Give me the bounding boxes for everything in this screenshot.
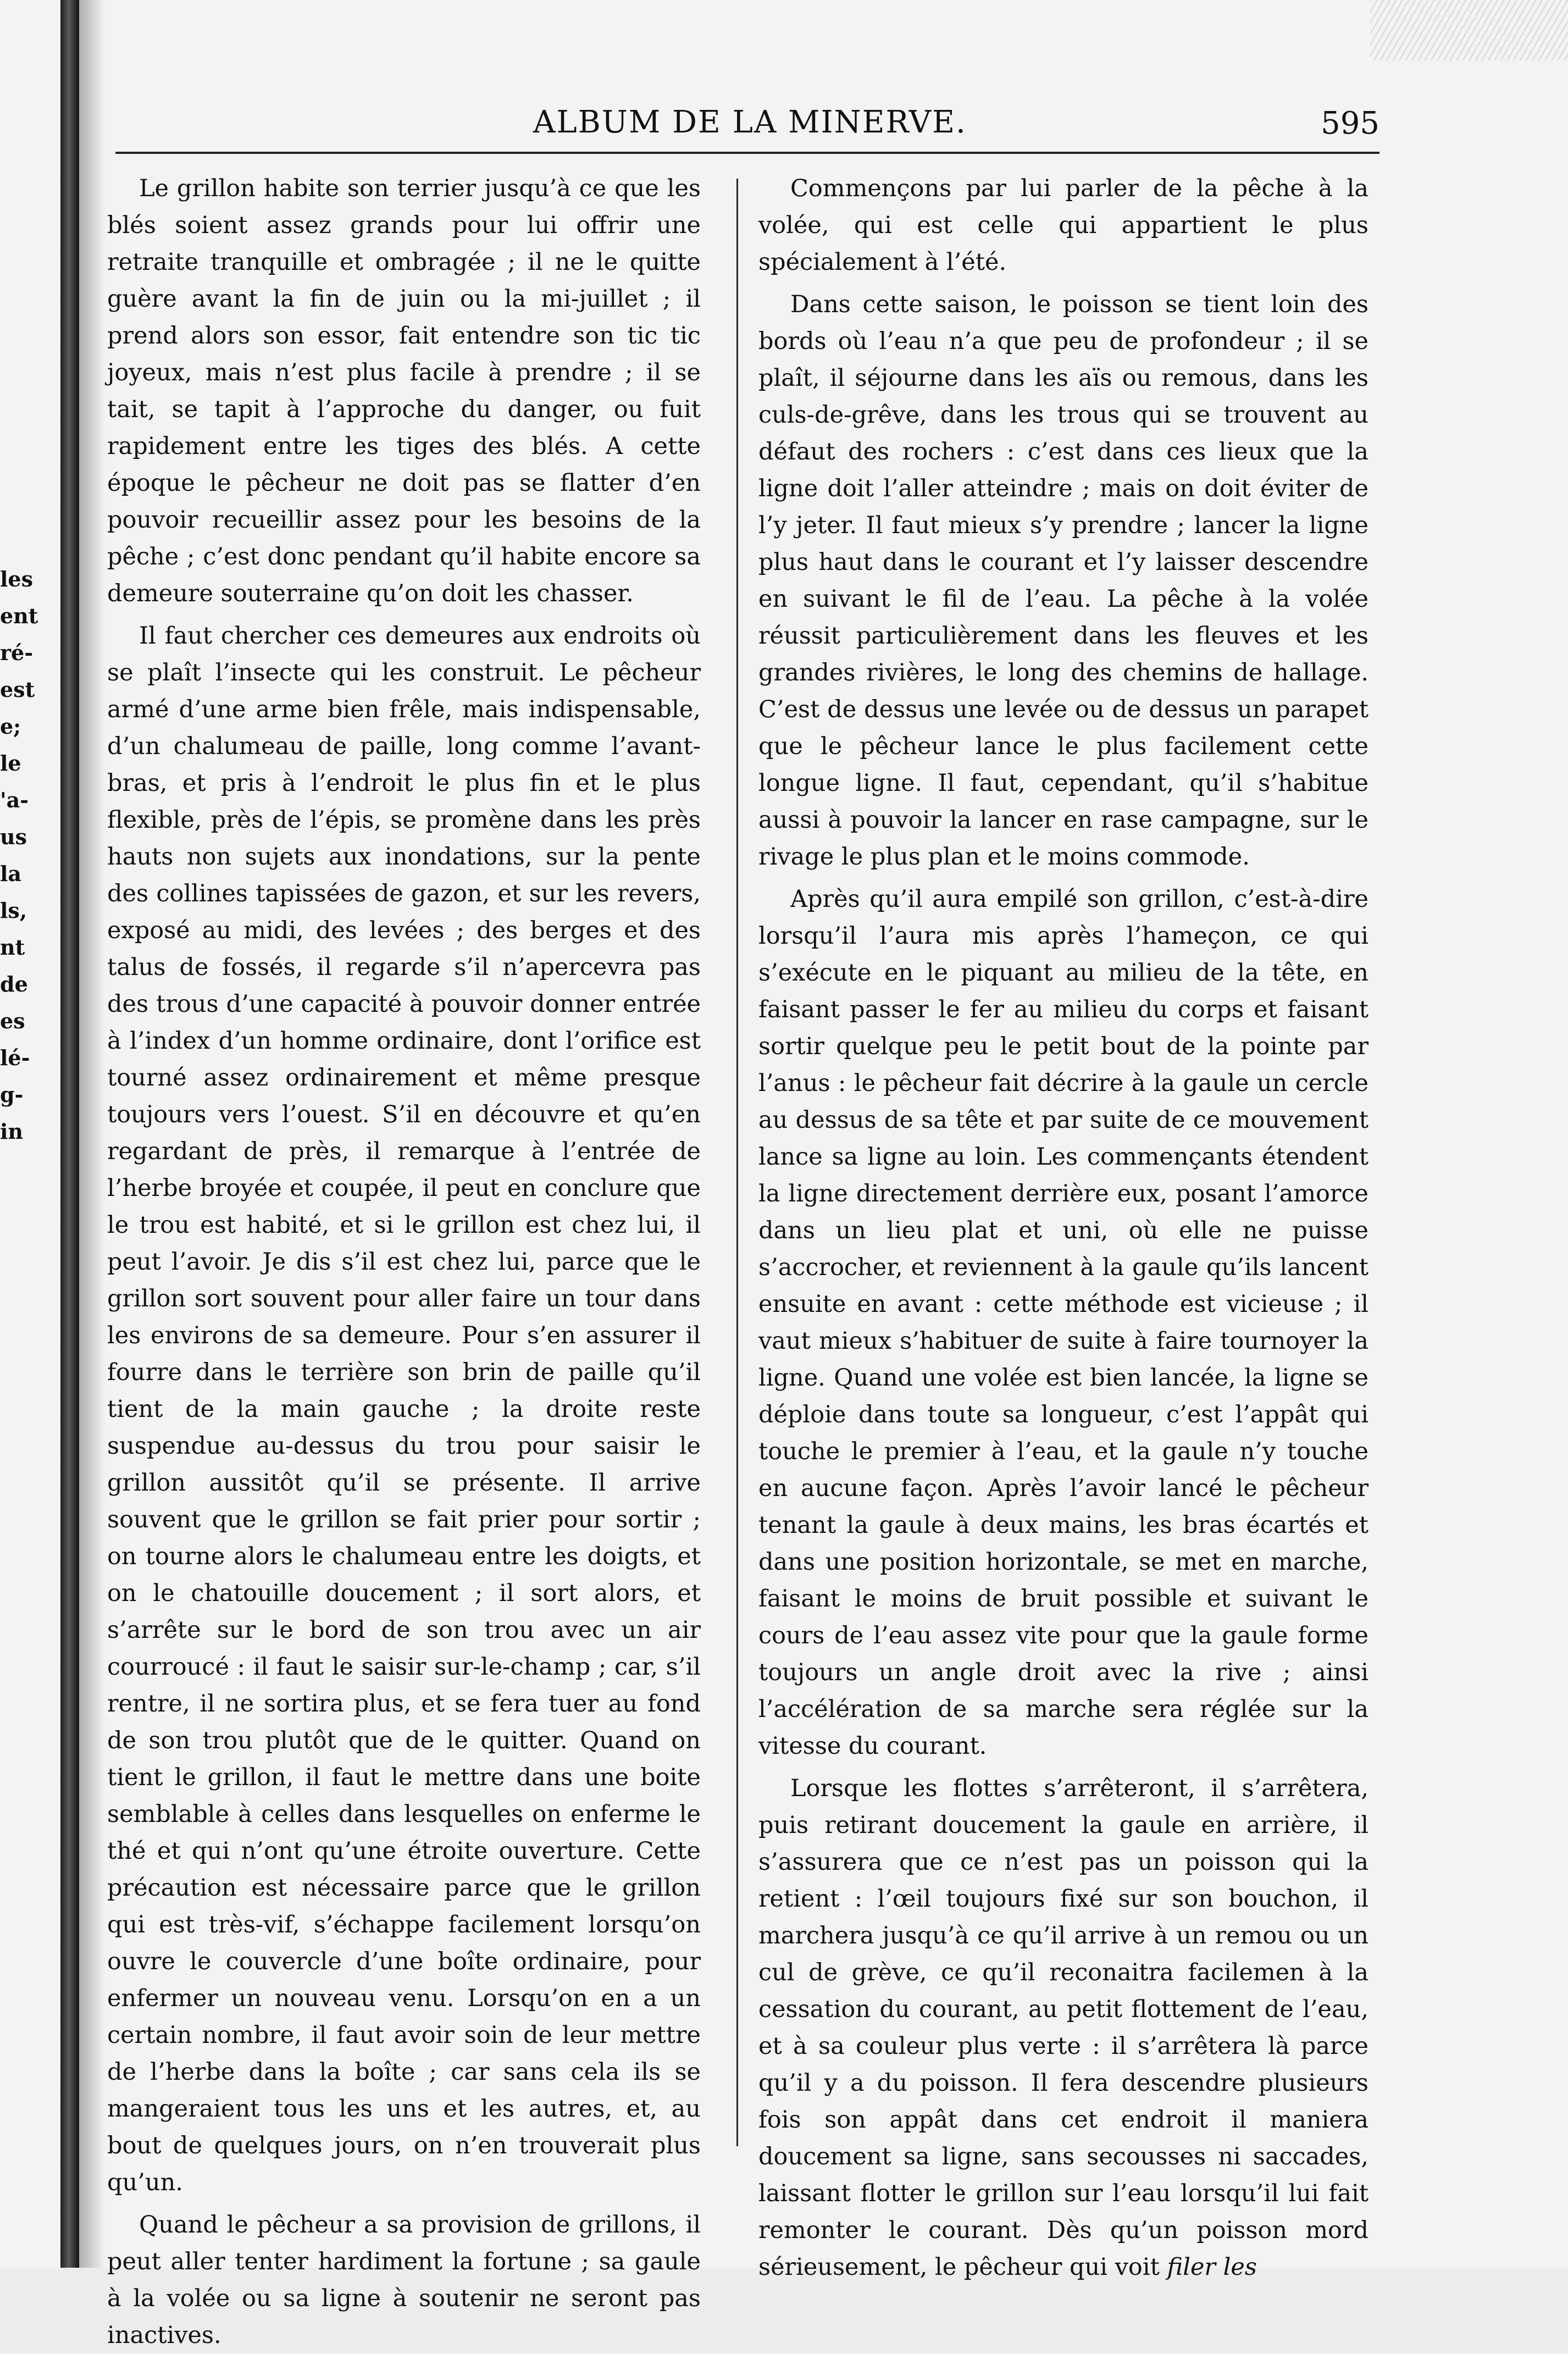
margin-fragment: g- (0, 1082, 24, 1107)
page-number: 595 (1321, 106, 1379, 141)
spine-shadow (79, 0, 106, 2268)
paragraph: Après qu’il aura empilé son grillon, c’est-à-dire lorsqu’il l’aura mis après l’hameçon, ce qui s’exécute en le piquant au milieu de la tête, en faisant passer le fer au milieu du corps et faisant sortir quelque peu le petit bout de la pointe par l’anus : le pêcheur fait décrire à la gaule un cercle au dessus de sa tête et par suite de ce mouvement lance sa ligne au loin. Les commençants étendent la ligne directement derrière eux, posant l’amorce dans un lieu plat et uni, où elle ne puisse s’accrocher, et reviennent à la gaule qu’ils lancent ensuite en avant : cette méthode est vicieuse ; il vaut mieux s’habituer de suite à faire tournoyer la ligne. Quand une volée est bien lancée, la ligne se déploie dans toute sa longueur, c’est l’appât qui touche le premier à l’eau, et la gaule n’y touche en aucune façon. Après l’avoir lancé le pêcheur tenant la gaule à deux mains, les bras écartés et dans une position horizontale, se met en marche, faisant le moins de bruit possible et suivant le cours de l’eau assez vite pour que la gaule forme toujours un angle droit avec la rive ; ainsi l’accélération de sa marche sera réglée sur la vitesse du courant. (758, 885, 1368, 1760)
paragraph: Dans cette saison, le poisson se tient loin des bords où l’eau n’a que peu de profondeur ; il se plaît, il séjourne dans les aïs ou remous, dans les culs-de-grêve, dans les trous qui se trouvent au défaut des rochers : c’est dans ces lieux que la ligne doit l’aller atteindre ; mais on doit éviter de l’y jeter. Il faut mieux s’y prendre ; lancer la ligne plus haut dans le courant et l’y laisser descendre en suivant le fil de l’eau. La pêche à la volée réussit particulièrement dans les fleuves et les grandes rivières, le long des chemins de hallage. C’est de dessus une levée ou de dessus un parapet que le pêcheur lance le plus facilement cette longue ligne. Il faut, cependant, qu’il s’habitue aussi à pouvoir la lancer en rase campagne, sur le rivage le plus plan et le moins commode. (758, 291, 1368, 871)
margin-fragment: in (0, 1119, 24, 1144)
margin-fragment: ré- (0, 640, 33, 665)
margin-fragment: nt (0, 935, 25, 960)
paragraph: Le grillon habite son terrier jusqu’à ce que les blés soient assez grands pour lui offrir une retraite tranquille et ombragée ; il ne le quitte guère avant la fin de juin ou la mi-juillet ; il prend alors son essor, fait entendre son tic tic joyeux, mais n’est plus facile à prendre ; il se tait, se tapit à l’approche du danger, ou fuit rapidement entre les tiges des blés. A cette époque le pêcheur ne doit pas se flatter d’en pouvoir recueillir assez pour les besoins de la pêche ; c’est donc pendant qu’il habite encore sa demeure souterraine qu’on doit les chasser. (107, 175, 701, 607)
paragraph: Commençons par lui parler de la pêche à la volée, qui est celle qui appartient le plus spécialement à l’été. (758, 175, 1368, 276)
margin-fragment: es (0, 1009, 25, 1033)
column-divider (736, 179, 738, 2146)
margin-fragment: de (0, 972, 28, 996)
margin-fragment: e; (0, 714, 21, 739)
paragraph-text: Lorsque les flottes s’arrêteront, il s’arrêtera, puis retirant doucement la gaule en arrière, il s’assurera que ce n’est pas un poisson qui la retient : l’œil toujours fixé sur son bouchon, il marchera jusqu’à ce qu’il arrive à un remou ou un cul de grève, ce qu’il reconaitra facilemen à la cessation du courant, au petit flottement de l’eau, et à sa couleur plus verte : il s’arrêtera là parce qu’il y a du poisson. Il fera descendre plusieurs fois son appât dans cet endroit il maniera doucement sa ligne, sans secousses ni saccades, laissant flotter le grillon sur l’eau lorsqu’il lui fait remonter le courant. Dès qu’un poisson mord sérieusement, le pêcheur qui voit (758, 1775, 1368, 2281)
margin-fragment: 'a- (0, 788, 29, 812)
running-title: ALBUM DE LA MINERVE. (533, 104, 967, 140)
book-spine (60, 0, 79, 2268)
margin-fragment: us (0, 824, 27, 849)
paragraph: Il faut chercher ces demeures aux endroits où se plaît l’insecte qui les construit. Le pêcheur armé d’une arme bien frêle, mais indispensable, d’un chalumeau de paille, long comme l’avant-bras, et pris à l’endroit le plus fin et le plus flexible, près de l’épis, se promène dans les près hauts non sujets aux inondations, sur la pente des collines tapissées de gazon, et sur les revers, exposé au midi, des levées ; des berges et des talus de fossés, il regarde s’il n’apercevra pas des trous d’une capacité à pouvoir donner entrée à l’index d’un homme ordinaire, dont l’orifice est tourné assez ordinairement et même presque toujours vers l’ouest. S’il en découvre et qu’en regardant de près, il remarque à l’entrée de l’herbe broyée et coupée, il peut en conclure que le trou est habité, et si le grillon est chez lui, il peut l’avoir. Je dis s’il est chez lui, parce que le grillon sort souvent pour aller faire un tour dans les environs de sa demeure. Pour s’en assurer il fourre dans le terrière son brin de paille qu’il tient de la main gauche ; la droite reste suspendue au-dessus du trou pour saisir le grillon aussitôt qu’il se présente. Il arrive souvent que le grillon se fait prier pour sortir ; on tourne alors le chalumeau entre les doigts, et on le chatouille doucement ; il sort alors, et s’arrête sur le bord de son trou avec un air courroucé : il faut le saisir sur-le-champ ; car, s’il rentre, il ne sortira plus, et se fera tuer au fond de son trou plutôt que de le quitter. Quand on tient le grillon, il faut le mettre dans une boite semblable à celles dans lesquelles on enferme le thé et qui n’ont qu’une étroite ouverture. Cette précaution est nécessaire parce que le grillon qui est très-vif, s’échappe facilement lorsqu’on ouvre le couvercle d’une boîte ordinaire, pour enfermer un nouveau venu. Lorsqu’on en a un certain nombre, il faut avoir soin de leur mettre de l’herbe dans la boîte ; car sans cela ils se mangeraient tous les uns et les autres, et, au bout de quelques jours, on n’en trouverait plus qu’un. (107, 622, 701, 2196)
margin-fragment: la (0, 861, 22, 886)
margin-fragment: le (0, 751, 21, 776)
right-text-column (758, 170, 1368, 2286)
paragraph: Quand le pêcheur a sa provision de grillons, il peut aller tenter hardiment la fortune ; sa gaule à la volée ou sa ligne à soutenir ne seront pas inactives. (107, 2211, 701, 2349)
margin-fragment: est (0, 677, 35, 702)
italic-phrase: filer les (1167, 2253, 1257, 2281)
margin-fragment: ls, (0, 898, 27, 923)
previous-page-margin-fragments (0, 561, 51, 1150)
scan-noise (1370, 0, 1568, 60)
left-text-column (107, 170, 701, 2354)
paragraph-with-italic-ending (758, 1770, 1368, 2286)
margin-fragment: les (0, 567, 34, 591)
margin-fragment: lé- (0, 1045, 30, 1070)
header-rule (115, 152, 1379, 154)
page-header (115, 104, 1379, 154)
margin-fragment: ent (0, 603, 38, 628)
